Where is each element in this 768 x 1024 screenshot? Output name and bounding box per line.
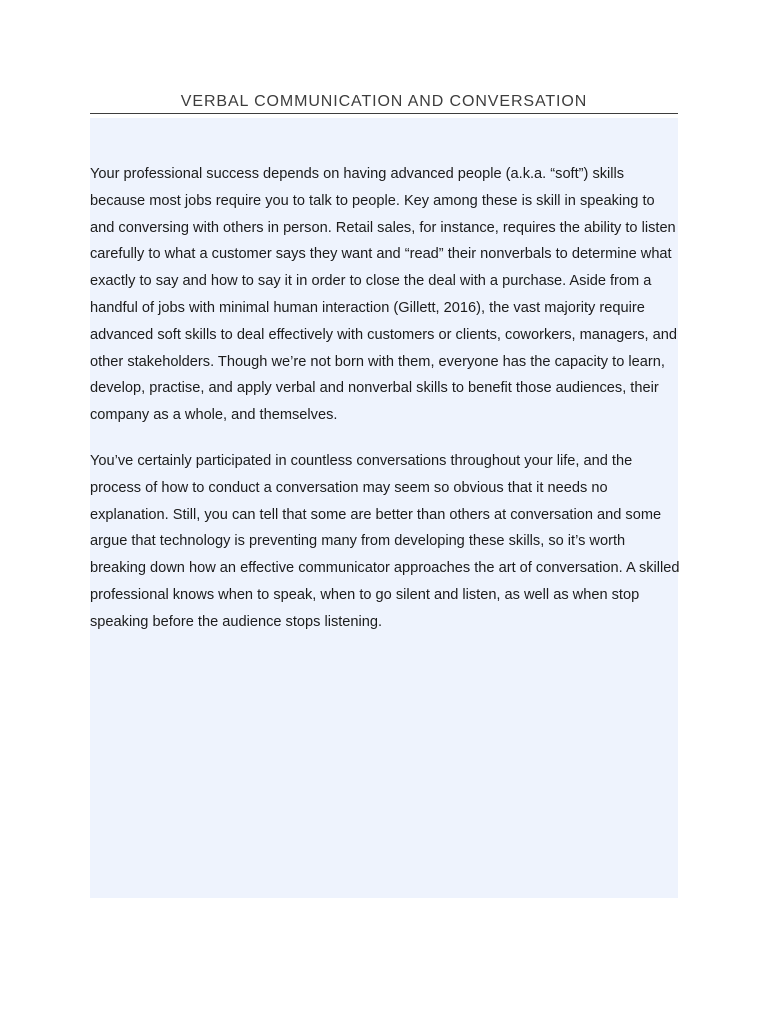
title-underline [90,113,678,114]
paragraph-1: Your professional success depends on having advanced people (a.k.a. “soft”) skills because most jobs require you to talk to people. Key among these is skill in speaking to and conversing with others in person. Retail sales, for instance, requires the ability to listen carefully to what a customer says they want and “read” their nonverbals to determine what exactly to say and how to say it in order to close the deal with a purchase. Aside from a handful of jobs with minimal human interaction (Gillett, 2016), the vast majority require advanced soft skills to deal effectively with customers or clients, coworkers, managers, and other stakeholders. Though we’re not born with them, everyone has the capacity to learn, develop, practise, and apply verbal and nonverbal skills to benefit those audiences, their company as a whole, and themselves. [90,166,677,424]
paragraph-2: You’ve certainly participated in countless conversations throughout your life, and the process of how to conduct a conversation may seem so obvious that it needs no explanation. Still, you can tell that some are better than others at conversation and some argue that technology is preventing many from developing these skills, so it’s worth breaking down how an effective communicator approaches the art of conversation. A skilled professional knows when to speak, when to go silent and listen, as well as when stop speaking before the audience stops listening. [90,452,680,630]
body-text [90,161,680,655]
page-title: VERBAL COMMUNICATION AND CONVERSATION [180,93,588,110]
